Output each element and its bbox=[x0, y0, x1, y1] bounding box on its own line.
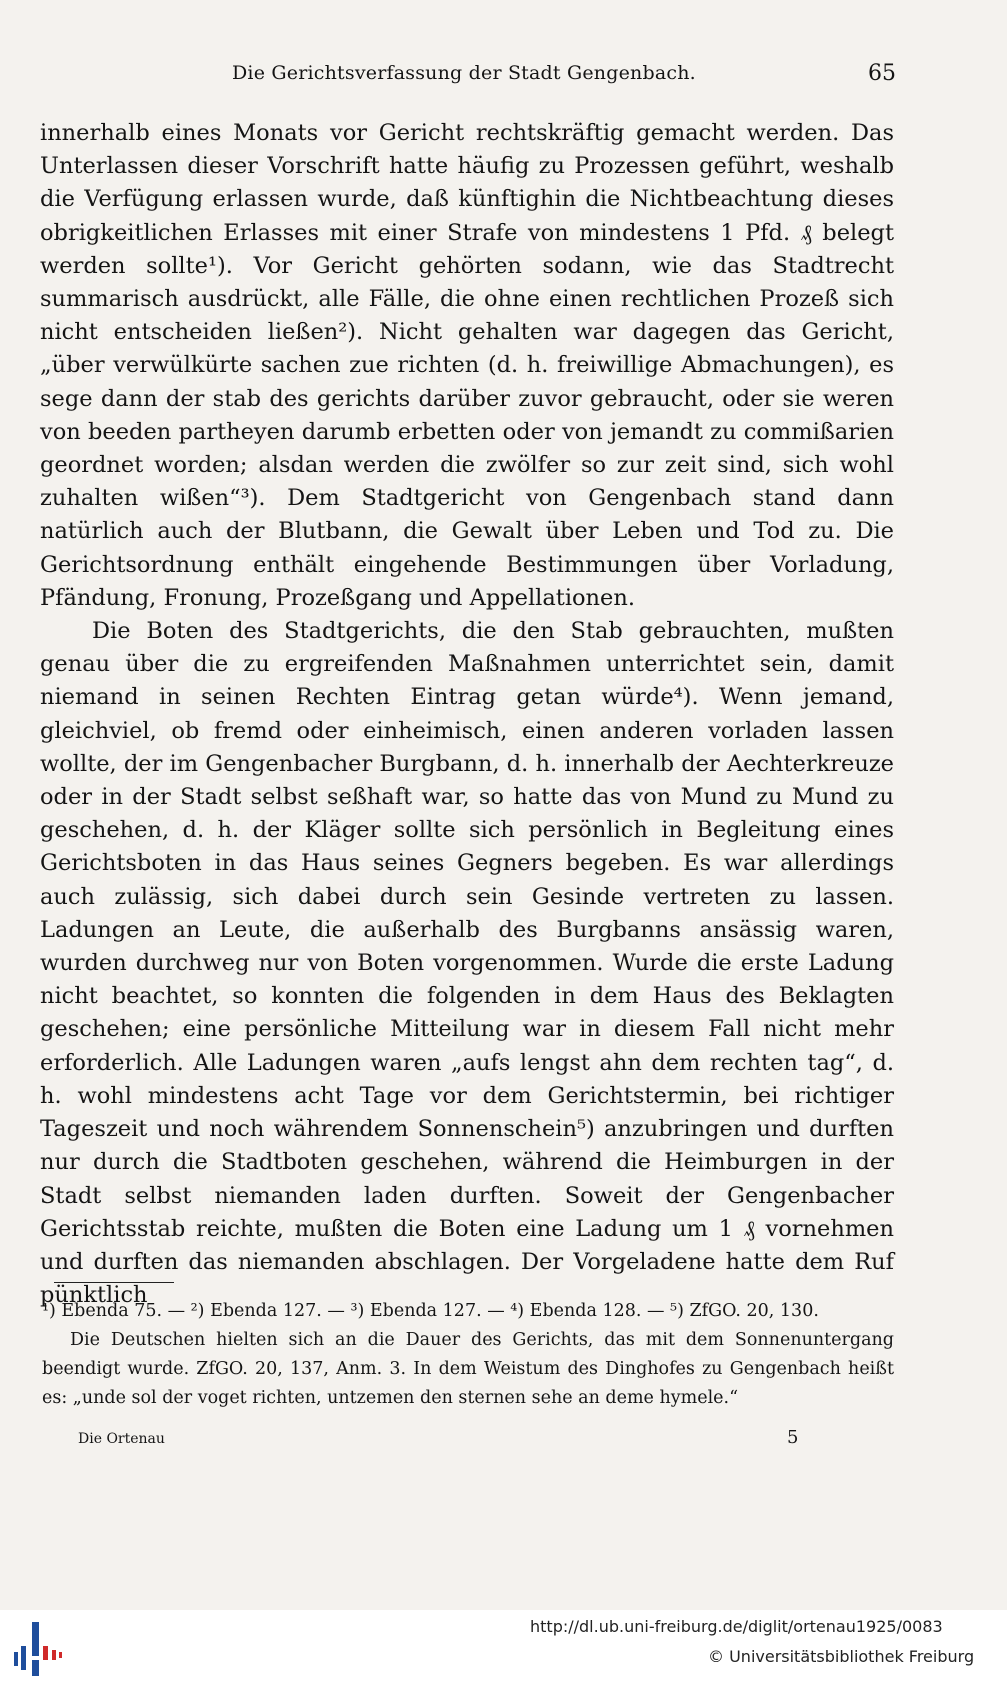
source-url-link[interactable]: http://dl.ub.uni-freiburg.de/diglit/ortenau1925/0083 bbox=[530, 1617, 943, 1636]
footnote-text: Die Deutschen hielten sich an die Dauer des Gerichts, das mit dem Sonnenuntergang beendigt wurde. ZfGO. 20, 137, Anm. 3. In dem Weistum des Dinghofes zu Gengenbach heißt es: „unde sol der voget richten, untzemen den sternen sehe an deme hymele.“ bbox=[42, 1330, 894, 1408]
signature-label: Die Ortenau bbox=[78, 1431, 165, 1447]
body-text bbox=[40, 117, 894, 1312]
footnote-rule bbox=[54, 1282, 174, 1283]
footnote-references: ¹) Ebenda 75. — ²) Ebenda 127. — ³) Ebenda 127. — ⁴) Ebenda 128. — ⁵) ZfGO. 20, 130. bbox=[42, 1301, 819, 1321]
ub-freiburg-logo-icon bbox=[12, 1622, 66, 1676]
paragraph-1: innerhalb eines Monats vor Gericht rechtskräftig gemacht werden. Das Unterlassen dieser Vorschrift hatte häufig zu Prozessen geführt, weshalb die Verfügung erlassen wurde, daß künftighin die Nichtbeachtung dieses obrigkeitlichen Erlasses mit einer Strafe von mindestens 1 Pfd. ₰ belegt werden sollte¹). Vor Gericht gehörten sodann, wie das Stadtrecht summarisch ausdrückt, alle Fälle, die ohne einen rechtlichen Prozeß sich nicht entscheiden ließen²). Nicht gehalten war dagegen das Gericht, „über verwülkürte sachen zue richten (d. h. freiwillige Abmachungen), es sege dann der stab des gerichts darüber zuvor gebraucht, oder sie weren von beeden partheyen darumb erbetten oder von jemandt zu commißarien geordnet worden; alsdan werden die zwölfer so zur zeit sind, sich wohl zuhalten wißen“³). Dem Stadtgericht von Gengenbach stand dann natürlich auch der Blutbann, die Gewalt über Leben und Tod zu. Die Gerichtsordnung enthält eingehende Bestimmungen über Vorladung, Pfändung, Fronung, Prozeßgang und Appellationen. bbox=[40, 120, 894, 611]
page-number: 65 bbox=[868, 61, 896, 86]
copyright-notice: © Universitätsbibliothek Freiburg bbox=[708, 1647, 975, 1666]
footnotes bbox=[42, 1297, 894, 1413]
signature-number: 5 bbox=[787, 1427, 799, 1448]
running-title: Die Gerichtsverfassung der Stadt Gengenbach. bbox=[232, 62, 696, 84]
paragraph-2: Die Boten des Stadtgerichts, die den Stab gebrauchten, mußten genau über die zu ergreifenden Maßnahmen unterrichtet sein, damit niemand in seinen Rechten Eintrag getan würde⁴). Wenn jemand, gleichviel, ob fremd oder einheimisch, einen anderen vorladen lassen wollte, der im Gengenbacher Burgbann, d. h. innerhalb der Aechterkreuze oder in der Stadt selbst seßhaft war, so hatte das von Mund zu Mund zu geschehen, d. h. der Kläger sollte sich persönlich in Begleitung eines Gerichtsboten in das Haus seines Gegners begeben. Es war allerdings auch zulässig, sich dabei durch sein Gesinde vertreten zu lassen. Ladungen an Leute, die außerhalb des Burgbanns ansässig waren, wurden durchweg nur von Boten vorgenommen. Wurde die erste Ladung nicht beachtet, so konnten die folgenden in dem Haus des Beklagten geschehen; eine persönliche Mitteilung war in diesem Fall nicht mehr erforderlich. Alle Ladungen waren „aufs lengst ahn dem rechten tag“, d. h. wohl mindestens acht Tage vor dem Gerichtstermin, bei richtiger Tageszeit und noch währendem Sonnenschein⁵) anzubringen und durften nur durch die Stadtboten geschehen, während die Heimburgen in der Stadt selbst niemanden laden durften. Soweit der Gengenbacher Gerichtsstab reichte, mußten die Boten eine Ladung um 1 ₰ vornehmen und durften das niemanden abschlagen. Der Vorgeladene hatte dem Ruf pünktlich bbox=[40, 618, 894, 1309]
